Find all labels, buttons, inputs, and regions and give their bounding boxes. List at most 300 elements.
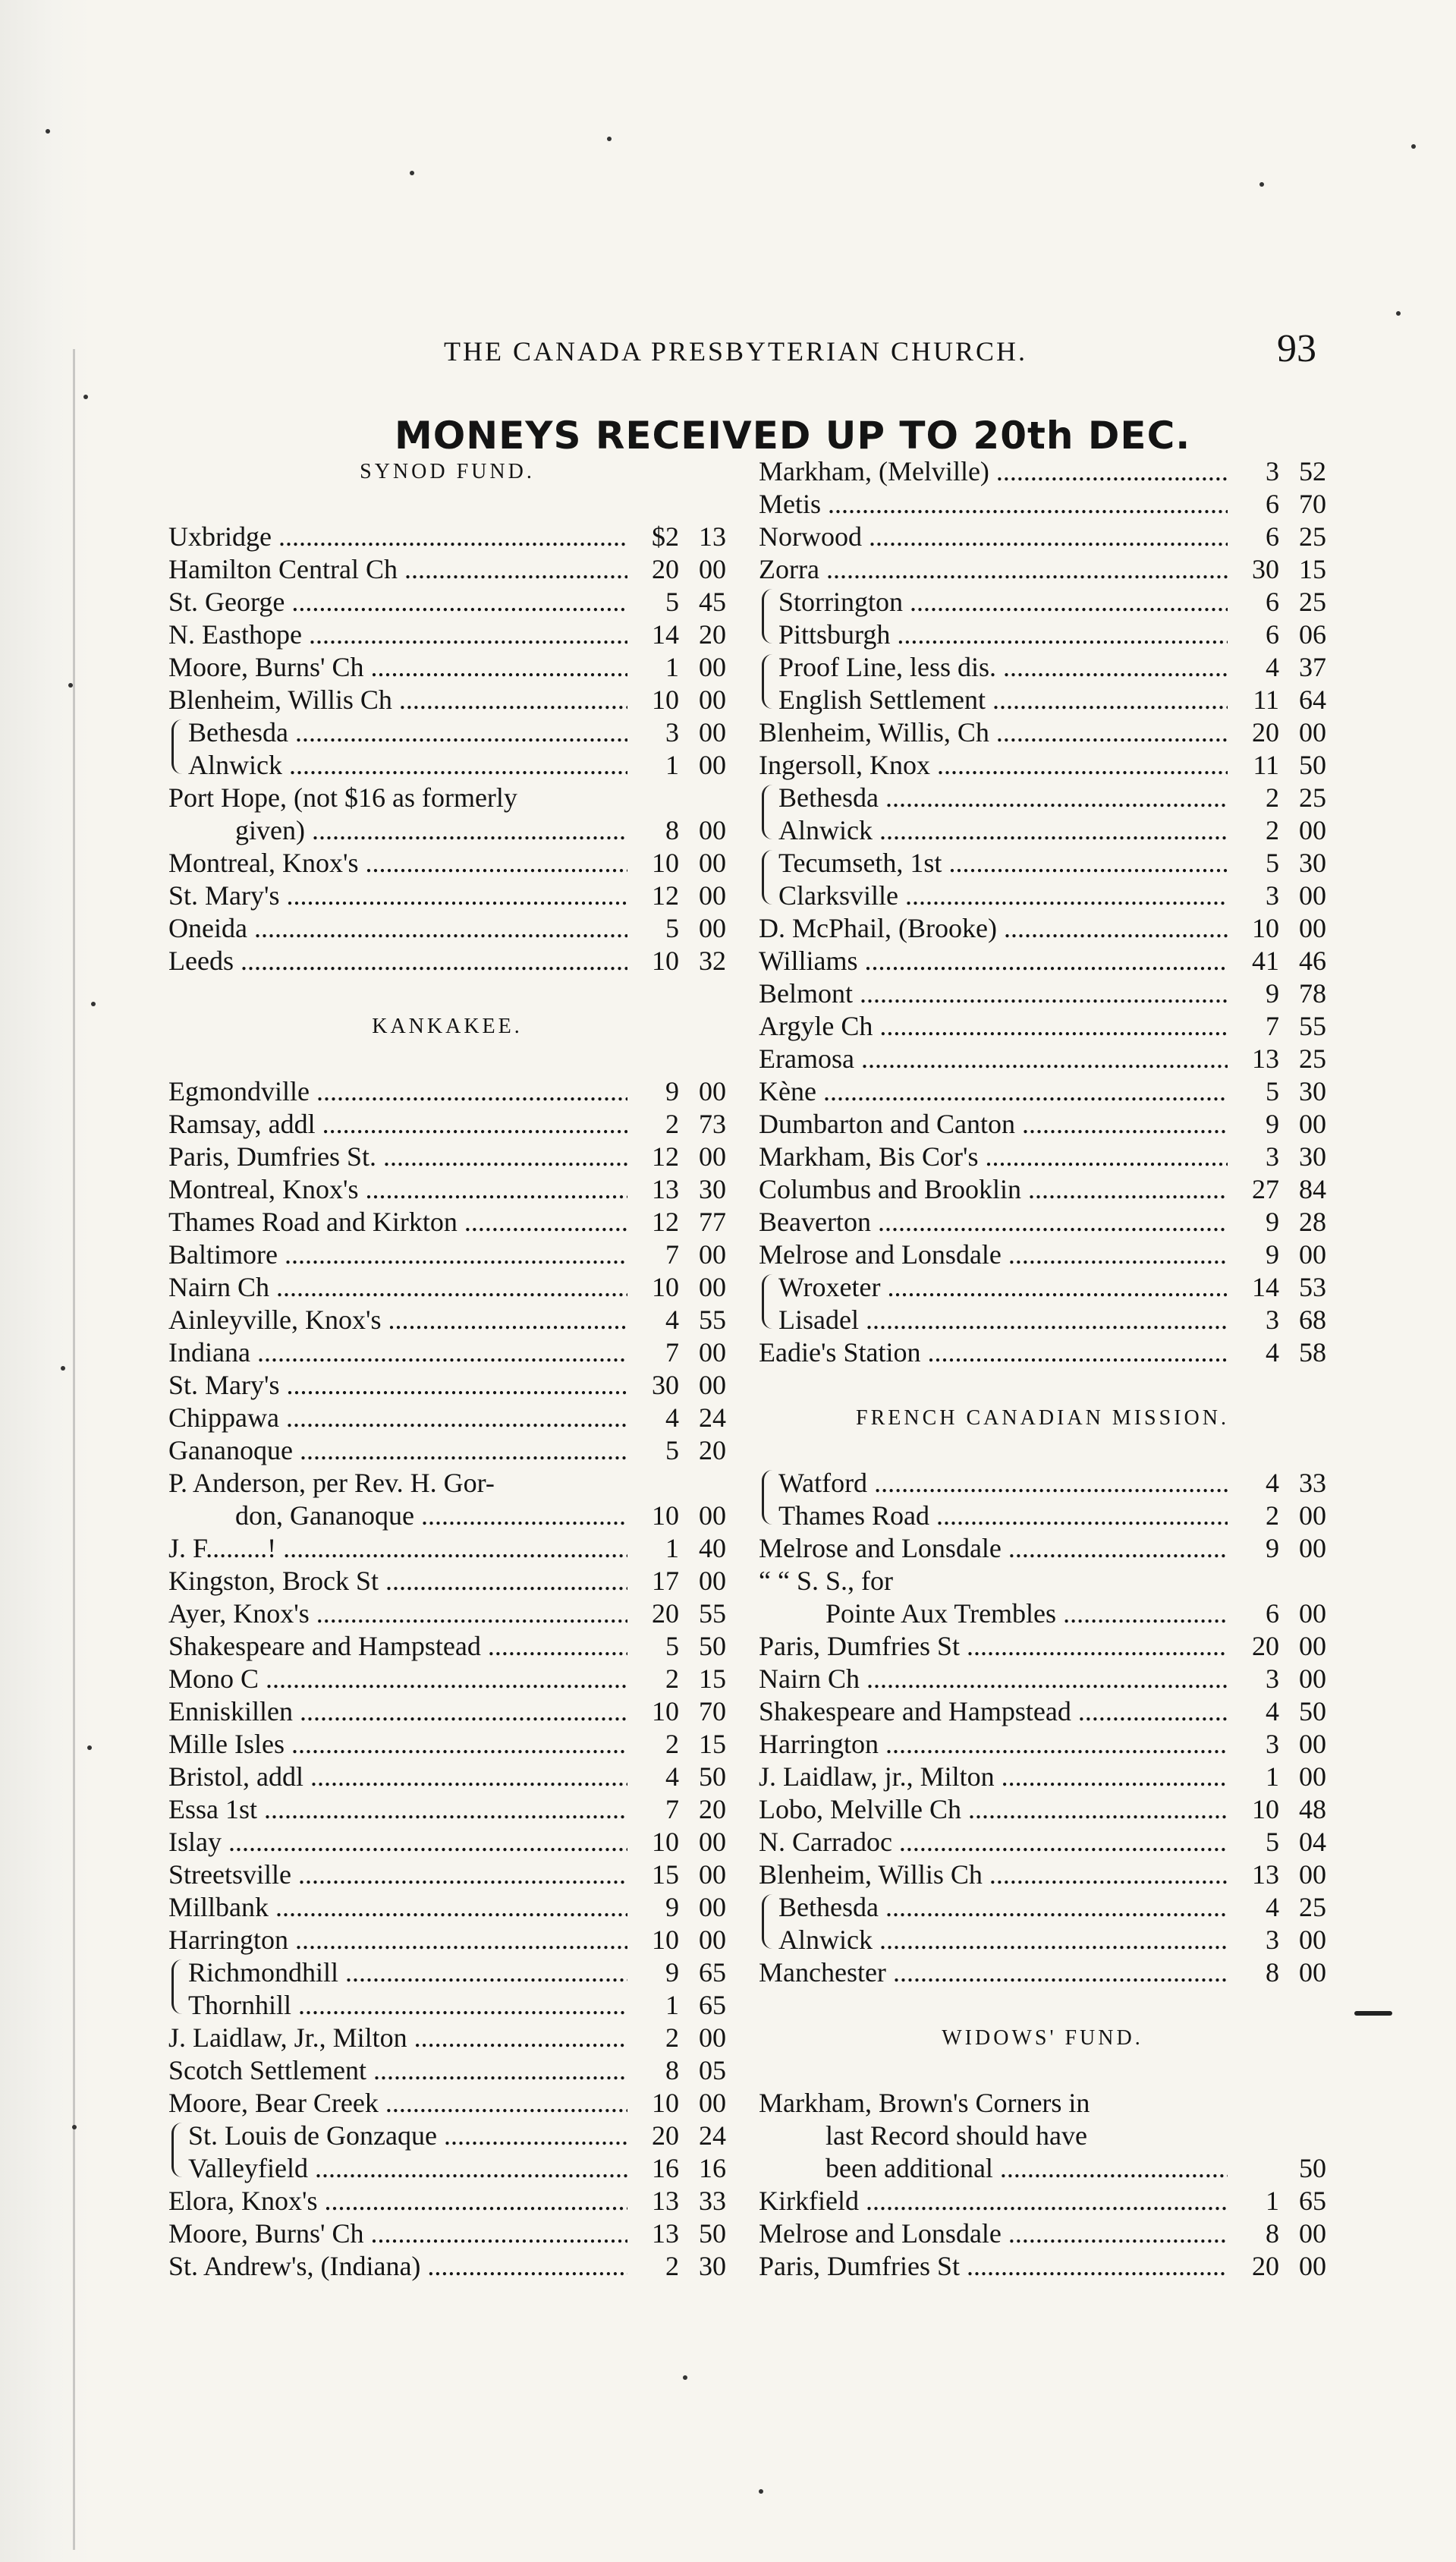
section-heading-widows-fund: WIDOWS' FUND. — [942, 2026, 1143, 2050]
ledger-row-name: J. Laidlaw, jr., Milton ..... — [759, 1761, 1228, 1793]
ledger-row-cents: 15 — [1299, 554, 1326, 584]
ledger-row-cents: 68 — [1299, 1305, 1326, 1335]
ledger-row-name: Indiana ..... — [168, 1336, 627, 1369]
ledger-row-dollars: 20 — [652, 2120, 679, 2151]
ledger-row — [168, 1956, 726, 1989]
ledger-row — [168, 1793, 726, 1826]
ledger-row-dollars: 5 — [665, 913, 679, 943]
ledger-row-dollars: 9 — [665, 1076, 679, 1106]
page-number: 93 — [1277, 327, 1316, 370]
ledger-row-dollars: 4 — [665, 1402, 679, 1433]
ledger-row — [759, 1075, 1326, 1108]
ledger-row-dollars: 10 — [652, 685, 679, 715]
ledger-row-name: Harrington ..... — [168, 1924, 627, 1956]
widows-fund-list — [759, 2087, 1326, 2283]
ledger-row-cents: 48 — [1299, 1794, 1326, 1824]
ledger-row-cents: 65 — [1299, 2186, 1326, 2216]
ledger-row — [168, 2185, 726, 2217]
ledger-row-dollars: 2 — [665, 1663, 679, 1694]
ledger-row — [759, 1761, 1326, 1793]
ledger-row — [759, 1304, 1326, 1336]
ledger-row-cents: 15 — [699, 1663, 726, 1694]
ledger-row-cents: 32 — [699, 946, 726, 976]
ledger-row — [168, 586, 726, 618]
ledger-row-name: Markham, (Melville) ..... — [759, 455, 1228, 488]
ledger-row-cents: 00 — [1299, 1859, 1326, 1890]
ledger-row — [759, 1173, 1326, 1206]
ledger-row — [759, 1108, 1326, 1141]
ledger-row-name: J. Laidlaw, Jr., Milton ..... — [168, 2022, 627, 2054]
ledger-row-cents: 52 — [1299, 456, 1326, 486]
ledger-row-cents: 65 — [699, 1990, 726, 2020]
ledger-row-cents: 55 — [699, 1305, 726, 1335]
ledger-row-cents: 00 — [699, 1566, 726, 1596]
ledger-row-name: Kirkfield ..... — [759, 2185, 1228, 2217]
ledger-row-name: Ainleyville, Knox's ..... — [168, 1304, 627, 1336]
ledger-row-name: Beaverton ..... — [759, 1206, 1228, 1239]
ledger-row-dollars: 14 — [1252, 1272, 1279, 1302]
ledger-row-cents: 00 — [699, 880, 726, 911]
ledger-row-name: Metis ..... — [759, 488, 1228, 521]
ledger-row-dollars: 4 — [1266, 1337, 1279, 1368]
ledger-row — [168, 1695, 726, 1728]
ledger-row-cents: 00 — [1299, 913, 1326, 943]
ledger-row-dollars: 7 — [665, 1794, 679, 1824]
ledger-row-name: Ayer, Knox's ..... — [168, 1597, 627, 1630]
ledger-row-name: Millbank ..... — [168, 1891, 627, 1924]
ledger-row-name: Eramosa ..... — [759, 1043, 1228, 1075]
ledger-row-name: Bethesda ..... — [759, 1891, 1228, 1924]
ledger-row-cents: 06 — [1299, 619, 1326, 650]
ledger-row — [759, 1956, 1326, 1989]
ledger-row-name: Thames Road and Kirkton ..... — [168, 1206, 627, 1239]
ledger-row-dollars: 6 — [1266, 587, 1279, 617]
ledger-row — [168, 2022, 726, 2054]
ledger-row-dollars: $2 — [652, 521, 679, 552]
ledger-row-dollars: 11 — [1253, 750, 1279, 780]
ledger-row-name: Ingersoll, Knox ..... — [759, 749, 1228, 782]
ledger-row-name: Alnwick ..... — [759, 1924, 1228, 1956]
ledger-row-name: Wroxeter ..... — [759, 1271, 1228, 1304]
ledger-row — [759, 2087, 1326, 2120]
ledger-row-cents: 64 — [1299, 685, 1326, 715]
ledger-row-name: Columbus and Brooklin ..... — [759, 1173, 1228, 1206]
ledger-row-name: Watford ..... — [759, 1467, 1228, 1500]
ledger-row-dollars: 20 — [1252, 1631, 1279, 1661]
ledger-row-name: Blenheim, Willis Ch ..... — [168, 684, 627, 716]
ledger-row-cents: 00 — [1299, 1761, 1326, 1792]
ledger-row — [759, 488, 1326, 521]
ledger-row-dollars: 7 — [1266, 1011, 1279, 1041]
ledger-row-cents: 00 — [1299, 1500, 1326, 1531]
ledger-row — [759, 1663, 1326, 1695]
ledger-row-cents: 16 — [699, 2153, 726, 2183]
print-speck — [607, 137, 612, 141]
ledger-row-dollars: 10 — [652, 946, 679, 976]
ledger-row-dollars: 9 — [1266, 978, 1279, 1009]
ledger-row-dollars: 5 — [1266, 1827, 1279, 1857]
ledger-row-cents: 33 — [1299, 1468, 1326, 1498]
ledger-row-name: Bethesda ..... — [168, 716, 627, 749]
ledger-row-cents: 00 — [699, 1141, 726, 1172]
ledger-row-cents: 04 — [1299, 1827, 1326, 1857]
ledger-row — [759, 1793, 1326, 1826]
ledger-row-dollars: 13 — [1252, 1043, 1279, 1074]
ledger-row-cents: 05 — [699, 2055, 726, 2085]
ledger-row-dollars: 8 — [665, 815, 679, 845]
ledger-row-cents: 53 — [1299, 1272, 1326, 1302]
left-column — [168, 455, 726, 2283]
ledger-row-name: N. Easthope ..... — [168, 618, 627, 651]
ledger-row-dollars: 3 — [1266, 1729, 1279, 1759]
ledger-row — [168, 1239, 726, 1271]
ledger-row — [168, 1761, 726, 1793]
ledger-row-dollars: 30 — [652, 1370, 679, 1400]
ledger-row-dollars: 2 — [665, 1109, 679, 1139]
ledger-row-cents: 00 — [699, 1500, 726, 1531]
ledger-row-dollars: 12 — [652, 880, 679, 911]
ledger-row-name: Montreal, Knox's ..... — [168, 1173, 627, 1206]
ledger-row-cents: 00 — [1299, 1239, 1326, 1270]
ledger-row-cents: 37 — [1299, 652, 1326, 682]
ledger-row-cents: 00 — [699, 1925, 726, 1955]
ledger-row — [168, 1141, 726, 1173]
ledger-row — [168, 1663, 726, 1695]
ledger-row — [168, 2217, 726, 2250]
ledger-row — [759, 1271, 1326, 1304]
ledger-row-dollars: 2 — [665, 1729, 679, 1759]
ledger-row-cents: 24 — [699, 2120, 726, 2151]
ledger-row-name: Montreal, Knox's ..... — [168, 847, 627, 880]
ledger-row-cents: 24 — [699, 1402, 726, 1433]
print-speck — [68, 683, 73, 688]
ledger-row-dollars: 2 — [1266, 815, 1279, 845]
ledger-row-name: Melrose and Lonsdale ..... — [759, 2217, 1228, 2250]
ledger-row-cents: 00 — [1299, 1925, 1326, 1955]
ledger-row-name: Mono C ..... — [168, 1663, 627, 1695]
ledger-row-name: Nairn Ch ..... — [168, 1271, 627, 1304]
ledger-row — [759, 880, 1326, 912]
ledger-row-name: D. McPhail, (Brooke) ..... — [759, 912, 1228, 945]
print-speck — [91, 1002, 96, 1006]
ledger-row-dollars: 1 — [665, 652, 679, 682]
ledger-row-dollars: 3 — [1266, 1305, 1279, 1335]
ledger-row-cents: 00 — [699, 1370, 726, 1400]
ledger-row-dollars: 2 — [665, 2251, 679, 2281]
ledger-row — [168, 521, 726, 553]
ledger-row-cents: 00 — [699, 1272, 726, 1302]
ledger-row-dollars: 10 — [652, 848, 679, 878]
ledger-row — [168, 1565, 726, 1597]
ledger-row-cents: 00 — [1299, 2218, 1326, 2249]
ledger-row-name: Dumbarton and Canton ..... — [759, 1108, 1228, 1141]
ledger-row-dollars: 10 — [652, 1925, 679, 1955]
ledger-row-dollars: 20 — [1252, 2251, 1279, 2281]
ledger-row-name: been additional ..... — [759, 2152, 1228, 2185]
ledger-row-cents: 00 — [1299, 1631, 1326, 1661]
ledger-row — [168, 814, 726, 847]
ledger-row-name: Alnwick ..... — [168, 749, 627, 782]
ledger-row — [168, 1402, 726, 1434]
ledger-row-cents: 73 — [699, 1109, 726, 1139]
ledger-row-name: Bristol, addl ..... — [168, 1761, 627, 1793]
ledger-row-dollars: 1 — [665, 1990, 679, 2020]
ledger-row-name: given) ..... — [168, 814, 627, 847]
print-speck — [87, 1745, 92, 1750]
ledger-row-cents: 00 — [699, 1859, 726, 1890]
ledger-row-name: Hamilton Central Ch ..... — [168, 553, 627, 586]
ledger-row-cents: 00 — [699, 913, 726, 943]
ledger-row-dollars: 3 — [1266, 1663, 1279, 1694]
ledger-row-dollars: 4 — [1266, 652, 1279, 682]
ledger-row-dollars: 6 — [1266, 489, 1279, 519]
ledger-row — [168, 1630, 726, 1663]
ledger-row — [759, 977, 1326, 1010]
ledger-row-dollars: 15 — [652, 1859, 679, 1890]
ledger-row-cents: 30 — [1299, 848, 1326, 878]
ledger-row-name: Eadie's Station ..... — [759, 1336, 1228, 1369]
ledger-row-cents: 50 — [1299, 750, 1326, 780]
ledger-row — [168, 1924, 726, 1956]
ledger-row-name: Norwood ..... — [759, 521, 1228, 553]
ledger-row — [759, 1206, 1326, 1239]
ledger-row-cents: 70 — [699, 1696, 726, 1726]
ledger-row-name: “ “ S. S., for — [759, 1566, 893, 1596]
ledger-row-name: Kingston, Brock St ..... — [168, 1565, 627, 1597]
ledger-row — [168, 618, 726, 651]
ledger-row-name: Elora, Knox's ..... — [168, 2185, 627, 2217]
ledger-row-dollars: 20 — [1252, 717, 1279, 748]
ledger-row-name: Baltimore ..... — [168, 1239, 627, 1271]
ledger-row-dollars: 9 — [665, 1957, 679, 1988]
print-speck — [410, 171, 414, 175]
ledger-row-dollars: 2 — [665, 2022, 679, 2053]
print-speck — [46, 129, 50, 134]
ledger-row — [168, 1108, 726, 1141]
ledger-row-dollars: 2 — [1266, 782, 1279, 813]
ledger-row-cents: 50 — [699, 2218, 726, 2249]
ledger-row-dollars: 1 — [1266, 1761, 1279, 1792]
ledger-row — [168, 2120, 726, 2152]
ledger-row-dollars: 13 — [652, 1174, 679, 1204]
ledger-row-name: Shakespeare and Hampstead ..... — [759, 1695, 1228, 1728]
ledger-row — [759, 814, 1326, 847]
ledger-row-name: Thames Road ..... — [759, 1500, 1228, 1532]
ledger-row-name: don, Gananoque ..... — [168, 1500, 627, 1532]
ledger-row-dollars: 7 — [665, 1337, 679, 1368]
ledger-row-name: Alnwick ..... — [759, 814, 1228, 847]
ledger-row-name: Clarksville ..... — [759, 880, 1228, 912]
ledger-row — [168, 912, 726, 945]
ledger-row — [759, 1859, 1326, 1891]
ledger-row — [168, 1532, 726, 1565]
ledger-row — [168, 1989, 726, 2022]
ledger-row-name: Belmont ..... — [759, 977, 1228, 1010]
ledger-row — [759, 1141, 1326, 1173]
ledger-row — [759, 1728, 1326, 1761]
ledger-row-dollars: 6 — [1266, 521, 1279, 552]
ledger-row-cents: 00 — [1299, 1533, 1326, 1563]
ledger-row — [759, 1336, 1326, 1369]
ledger-row — [168, 945, 726, 977]
ledger-row-cents: 77 — [699, 1207, 726, 1237]
ledger-row — [759, 1826, 1326, 1859]
ledger-row — [168, 2054, 726, 2087]
ledger-row — [759, 521, 1326, 553]
ledger-row-cents: 13 — [699, 521, 726, 552]
ledger-row-cents: 55 — [699, 1598, 726, 1629]
ledger-row-cents: 40 — [699, 1533, 726, 1563]
print-speck — [72, 2125, 77, 2129]
ledger-row-dollars: 20 — [652, 1598, 679, 1629]
ledger-row-name: St. Louis de Gonzaque ..... — [168, 2120, 627, 2152]
synod-fund-list — [168, 521, 726, 977]
ledger-row-cents: 25 — [1299, 1043, 1326, 1074]
ledger-row-dollars: 4 — [1266, 1468, 1279, 1498]
ledger-row-name: Scotch Settlement ..... — [168, 2054, 627, 2087]
ledger-row-dollars: 12 — [652, 1141, 679, 1172]
ledger-row — [759, 1500, 1326, 1532]
ledger-row-dollars: 11 — [1253, 685, 1279, 715]
ledger-row-name: Nairn Ch ..... — [759, 1663, 1228, 1695]
ledger-row-name: St. Andrew's, (Indiana) ..... — [168, 2250, 627, 2283]
ledger-row-dollars: 1 — [665, 750, 679, 780]
ledger-row — [168, 1304, 726, 1336]
print-speck — [683, 2375, 687, 2380]
ledger-row-name: Mille Isles ..... — [168, 1728, 627, 1761]
ledger-row-name: Markham, Bis Cor's ..... — [759, 1141, 1228, 1173]
ledger-row-name: Harrington ..... — [759, 1728, 1228, 1761]
scan-mark — [1354, 2011, 1392, 2016]
ledger-row-dollars: 9 — [1266, 1207, 1279, 1237]
ledger-row-cents: 20 — [699, 1435, 726, 1465]
ledger-row-name: Lisadel ..... — [759, 1304, 1228, 1336]
ledger-row-name: Moore, Burns' Ch ..... — [168, 2217, 627, 2250]
ledger-row — [759, 455, 1326, 488]
ledger-row-name: Melrose and Lonsdale ..... — [759, 1532, 1228, 1565]
ledger-row-name: Williams ..... — [759, 945, 1228, 977]
ledger-row-cents: 00 — [699, 1239, 726, 1270]
ledger-row — [759, 1043, 1326, 1075]
ledger-row-dollars: 10 — [652, 2088, 679, 2118]
ledger-row-name: Islay ..... — [168, 1826, 627, 1859]
ledger-row — [759, 553, 1326, 586]
ledger-row-dollars: 2 — [1266, 1500, 1279, 1531]
ledger-row-name: Tecumseth, 1st ..... — [759, 847, 1228, 880]
ledger-row-cents: 20 — [699, 619, 726, 650]
ledger-row — [168, 2087, 726, 2120]
page-title: MONEYS RECEIVED UP TO 20th DEC. — [395, 414, 1191, 458]
ledger-row-name: N. Carradoc ..... — [759, 1826, 1228, 1859]
right-column — [759, 455, 1326, 2283]
ledger-row — [759, 1010, 1326, 1043]
ledger-row-dollars: 3 — [1266, 880, 1279, 911]
ledger-row-name: Blenheim, Willis Ch ..... — [759, 1859, 1228, 1891]
ledger-row-dollars: 4 — [665, 1761, 679, 1792]
ledger-row-dollars: 5 — [665, 1631, 679, 1661]
french-canadian-mission-list — [759, 1467, 1326, 1989]
ledger-row-name: Oneida ..... — [168, 912, 627, 945]
ledger-row-cents: 00 — [699, 685, 726, 715]
ledger-row-cents: 00 — [1299, 1109, 1326, 1139]
ledger-row-cents: 00 — [699, 1892, 726, 1922]
ledger-row-cents: 28 — [1299, 1207, 1326, 1237]
ledger-row-dollars: 6 — [1266, 619, 1279, 650]
ledger-row-cents: 00 — [1299, 1729, 1326, 1759]
ledger-row-name: English Settlement ..... — [759, 684, 1228, 716]
ledger-row-cents: 50 — [699, 1631, 726, 1661]
ledger-row-cents: 00 — [699, 2088, 726, 2118]
ledger-row-dollars: 5 — [1266, 1076, 1279, 1106]
ledger-row-dollars: 10 — [652, 1272, 679, 1302]
ledger-row-cents: 00 — [699, 1337, 726, 1368]
ledger-row-dollars: 12 — [652, 1207, 679, 1237]
ledger-row-name: Zorra ..... — [759, 553, 1228, 586]
ledger-row-dollars: 3 — [1266, 1141, 1279, 1172]
ledger-row — [168, 1271, 726, 1304]
ledger-row — [168, 651, 726, 684]
ledger-row-dollars: 16 — [652, 2153, 679, 2183]
print-speck — [61, 1366, 65, 1371]
ledger-row-name: Thornhill ..... — [168, 1989, 627, 2022]
ledger-row-cents: 65 — [699, 1957, 726, 1988]
ledger-row — [759, 2250, 1326, 2283]
ledger-row-cents: 25 — [1299, 587, 1326, 617]
ledger-row-dollars: 9 — [1266, 1109, 1279, 1139]
ledger-row-dollars: 3 — [1266, 456, 1279, 486]
ledger-row — [759, 2217, 1326, 2250]
ledger-row — [759, 1924, 1326, 1956]
print-speck — [1396, 311, 1401, 316]
ledger-row-cents: 25 — [1299, 1892, 1326, 1922]
ledger-row-name: Shakespeare and Hampstead ..... — [168, 1630, 627, 1663]
ledger-row-cents: 33 — [699, 2186, 726, 2216]
ledger-row — [168, 2152, 726, 2185]
ledger-row-name: Proof Line, less dis. ..... — [759, 651, 1228, 684]
ledger-row-name: Manchester ..... — [759, 1956, 1228, 1989]
ledger-row-name: Gananoque ..... — [168, 1434, 627, 1467]
ledger-row-cents: 00 — [1299, 1663, 1326, 1694]
ledger-row — [759, 1695, 1326, 1728]
ledger-row-cents: 00 — [699, 2022, 726, 2053]
ledger-row-dollars: 10 — [1252, 1794, 1279, 1824]
ledger-row-dollars: 4 — [1266, 1892, 1279, 1922]
ledger-row-name: Moore, Burns' Ch ..... — [168, 651, 627, 684]
ledger-row-cents: 30 — [1299, 1076, 1326, 1106]
ledger-row-name: St. George ..... — [168, 586, 627, 618]
ledger-row — [759, 2185, 1326, 2217]
ledger-row — [759, 2120, 1326, 2152]
kankakee-list — [168, 1075, 726, 2283]
ledger-row-name: Chippawa ..... — [168, 1402, 627, 1434]
ledger-row — [168, 749, 726, 782]
ledger-row-dollars: 17 — [652, 1566, 679, 1596]
ledger-row-dollars: 7 — [665, 1239, 679, 1270]
ledger-row — [759, 586, 1326, 618]
ledger-row-cents: 84 — [1299, 1174, 1326, 1204]
ledger-row-cents: 30 — [699, 1174, 726, 1204]
ledger-row-dollars: 4 — [665, 1305, 679, 1335]
ledger-row-name: Port Hope, (not $16 as formerly — [168, 782, 517, 813]
ledger-row-name: Pointe Aux Trembles ..... — [759, 1597, 1228, 1630]
ledger-row-dollars: 8 — [1266, 1957, 1279, 1988]
ledger-row-name: Argyle Ch ..... — [759, 1010, 1228, 1043]
ledger-row — [168, 1891, 726, 1924]
ledger-row — [759, 1467, 1326, 1500]
page-edge-shadow — [0, 0, 91, 2562]
ledger-row-dollars: 10 — [652, 1827, 679, 1857]
ledger-row-dollars: 8 — [665, 2055, 679, 2085]
